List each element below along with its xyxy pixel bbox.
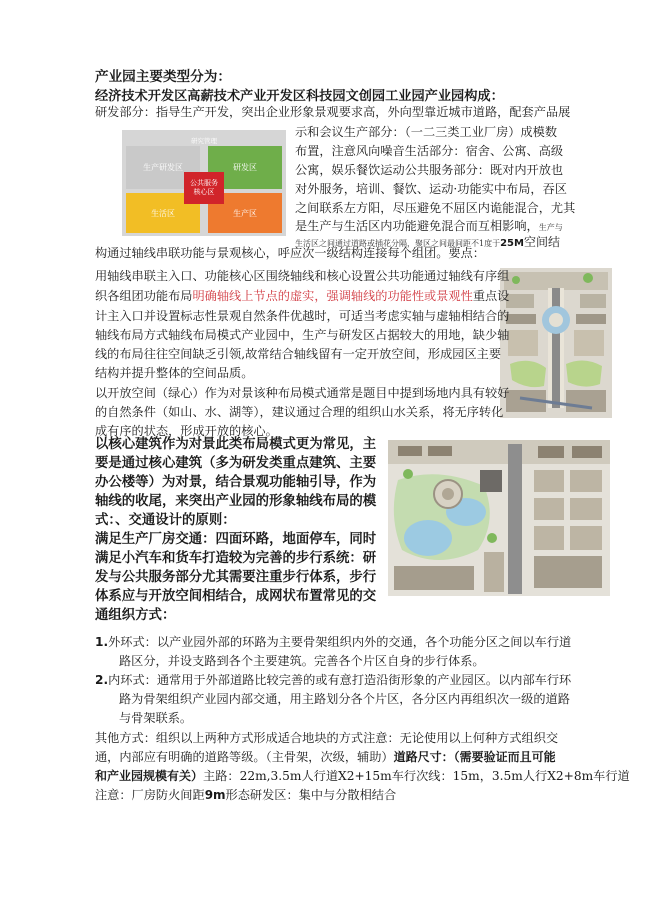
diagram-zone-center: 公共服务核心区 [184,172,224,204]
core-text-line: 体系应与开放空间相结合，成网状布置常见的交 [95,589,377,604]
page-title: 产业园主要类型分为： [95,69,231,85]
axis-text-line: 结构并提升整体的空间品质。 [95,366,254,380]
intro-wrap-line: 公寓，娱乐餐饮运动公共服务部分：既对内开放也 [295,163,564,177]
core-text-line: 满足生产厂房交通：四面环路，地面停车，同时 [95,532,377,547]
traffic-item-2 [95,670,571,690]
traffic-other-text: 注意：厂房防火间距 [95,788,205,802]
diagram-zone-left-bottom: 生活区 [126,193,200,233]
traffic-item-1 [95,632,571,652]
intro-wrap-small: 生活区之间通过道路或插花分隔，聚区之间最间距不1度于 [295,239,501,248]
traffic-item-number: 2. [95,673,109,687]
diagram-zone-right-top: 研发区 [208,146,282,189]
function-zoning-diagram [122,130,286,236]
axis-text-line [95,286,509,306]
traffic-other-bold: 道路尺寸：（需要验证而且可能 [393,750,556,764]
axis-text-line: 以开放空间（绿心）作为对景该种布局模式通常是题目中提到场地内具有较好 [95,386,510,400]
axis-text-line: 用轴线串联主入口、功能核心区围绕轴线和核心设置公共功能通过轴线有序组 [95,269,510,283]
traffic-other-line [95,785,396,805]
traffic-item-text: 内环式：通常用于外部道路比较完善的或有意打造沿街形象的产业园区。以内部车行环 [108,673,572,687]
diagram-zone-left-top: 生产研发区 [126,146,200,189]
core-text-line: 办公楼等）为对景，结合景观功能轴引导，作为 [95,475,377,490]
core-text-line: 轴线的收尾，来突出产业园的形象轴线布局的模 [95,494,377,509]
core-text-line: 以核心建筑作为对景此类布局模式更为常见，主 [95,437,377,452]
intro-wrap-text: 空间结 [523,235,560,249]
intro-line: 研发部分：指导生产开发，突出企业形象景观要求高，外向型靠近城市道路，配套产品展 [95,105,571,119]
intro-line: 构通过轴线串联功能与景观核心，呼应次一级结构连接每个组团。要点： [95,246,485,260]
traffic-other-text: 形态研发区：集中与分散相结合 [225,788,397,802]
traffic-other-line [95,747,556,767]
axis-text-line: 成有序的状态，形成开放的核心。 [95,424,278,438]
traffic-item-text: 外环式：以产业园外部的环路为主要骨架组织内外的交通，各个功能分区之间以车行道 [108,635,572,649]
page-subtitle: 经济技术开发区高薪技术产业开发区科技园文创园工业园产业园构成： [95,89,504,104]
traffic-item-2-cont: 路为骨架组织产业园内部交通，用主路划分各个片区，各分区内再组织次一级的道路 [119,692,570,706]
intro-wrap-line: 对外服务，培训、餐饮、运动·功能实中布局，吞区 [295,182,567,196]
site-plan-image-axis [500,268,612,418]
site-plan-image-core [388,440,610,596]
intro-wrap-small: 生产与 [538,223,563,232]
core-text-line: 满足小汽车和货车打造较为完善的步行系统：研 [95,551,377,566]
axis-text-line: 轴线布局方式轴线布局模式产业园中，生产与研发区占据较大的用地，缺少轴 [95,328,510,342]
traffic-other-text: 通，内部应有明确的道路等级。（主骨架，次级，辅助） [95,750,394,764]
intro-wrap-line: 之间联系左方阳，尽压避免不屈区内诡能混合，尤其 [295,201,576,215]
axis-text-line: 线的布局往往空间缺乏引领,故常结合轴线留有一定开放空间，形成园区主要 [95,347,502,361]
intro-wrap-line: 示和会议生产部分：（一二三类工业厂房）成模数 [295,125,558,139]
axis-text: 重点设 [472,289,510,303]
axis-text-line: 的自然条件（如山、水、湖等），建议通过合理的组织山水关系，将无序转化 [95,405,504,419]
diagram-top-label: 研究管理 [124,136,284,145]
core-text-line: 通组织方式： [95,608,176,623]
traffic-other-line [95,766,630,786]
traffic-item-number: 1. [95,635,109,649]
traffic-other-bold: 和产业园规模有关） [95,769,204,783]
traffic-other-line: 其他方式：组织以上两种方式形成适合地块的方式注意：无论使用以上何种方式组织交 [95,731,559,745]
axis-text: 织各组团功能布局 [95,289,193,303]
traffic-other-bold: 9m [204,788,226,802]
core-text-line: 式：、交通设计的原则： [95,513,236,528]
intro-wrap-text: 是生产与生活区内功能避免混合而互相影响， [295,219,539,233]
traffic-item-2-cont: 与骨架联系。 [119,711,193,725]
intro-wrap-bold: 25M [500,238,524,249]
core-text-line: 发与公共服务部分尤其需要注重步行体系，步行 [95,570,377,585]
intro-wrap-line: 布置，注意风向噪音生活部分：宿舍、公寓、高级 [295,144,564,158]
axis-text-line: 计主入口并设置标志性景观自然条件优越时，可适当考虑实轴与虚轴相结合的 [95,309,510,323]
traffic-item-1-cont: 路区分，并设支路到各个主要建筑。完善各个片区自身的步行体系。 [119,654,485,668]
core-text-line: 要是通过核心建筑（多为研发类重点建筑、主要 [95,456,377,471]
traffic-other-text: 主路：22m,3.5m人行道X2+15m车行次线：15m，3.5m人行X2+8m车行道 [203,769,630,783]
axis-text-highlight: 明确轴线上节点的虚实，强调轴线的功能性或景观性 [192,289,473,303]
diagram-zone-right-bottom: 生产区 [208,193,282,233]
